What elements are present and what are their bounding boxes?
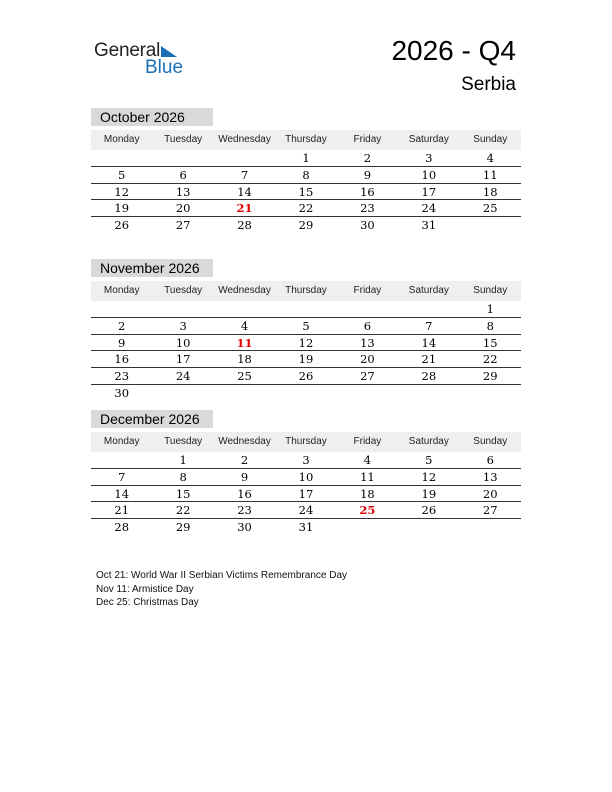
date-cell: 14 [237,184,252,199]
date-cell: 30 [237,520,252,535]
date-cell: 23 [360,201,375,216]
date-cell: 2 [363,151,372,165]
date-cell: 21 [114,503,130,518]
weekday-header-row [91,281,521,301]
date-cell: 7 [425,318,433,333]
date-cell: 14 [114,486,130,501]
month-title: October 2026 [91,108,213,126]
date-cell: 9 [240,469,249,484]
date-cell: 15 [175,486,191,501]
week-row [91,301,521,318]
date-cell: 22 [175,503,191,518]
date-cell: 12 [421,469,437,484]
date-cell: 22 [298,201,314,216]
date-cell: 24 [298,503,314,518]
date-cell: 31 [421,218,437,233]
logo-general-text: General [94,40,161,61]
date-cell: 8 [179,469,187,484]
date-cell: 8 [486,318,494,333]
date-cell [460,385,521,402]
date-cell: 9 [118,335,126,350]
weekday-label: Saturday [408,285,449,296]
holiday-note: Dec 25: Christmas Day [96,597,199,608]
weekday-label: Monday [103,436,140,447]
week-row [91,167,521,184]
date-cell: 27 [175,218,191,233]
weekday-label: Wednesday [218,436,271,447]
holiday-date-cell: 25 [359,503,376,518]
date-cell: 4 [363,453,372,467]
month-title: December 2026 [91,410,213,428]
weekday-label: Saturday [408,134,449,145]
date-cell: 16 [114,352,130,367]
date-cell: 28 [421,369,437,384]
quarter-title: 2026 - Q4 [391,35,516,66]
date-cell: 25 [237,369,252,384]
date-cell: 22 [482,352,498,367]
date-cell: 14 [421,335,437,350]
date-cell: 3 [302,453,310,467]
weekday-label: Saturday [408,436,449,447]
date-cell: 13 [482,469,498,484]
week-row [91,519,521,536]
date-cell: 21 [421,352,437,367]
date-cell: 20 [360,352,375,367]
date-cell: 11 [360,469,375,484]
weekday-label: Tuesday [164,436,203,447]
date-cell: 1 [179,453,187,467]
date-cell: 19 [421,486,437,501]
date-cell: 19 [114,201,130,216]
weekday-label: Friday [353,134,382,145]
holiday-note: Oct 21: World War II Serbian Victims Remembrance Day [96,570,348,581]
date-cell [275,385,336,402]
month-december [91,410,521,536]
date-cell: 29 [298,218,314,233]
date-cell: 3 [179,318,187,333]
weekday-label: Thursday [285,285,327,296]
date-cell: 6 [486,453,494,467]
date-cell [91,452,152,468]
date-cell: 4 [486,151,494,165]
date-cell: 12 [114,184,130,199]
date-cell: 10 [421,167,437,182]
date-cell [398,519,459,536]
date-cell: 19 [298,352,314,367]
weekday-label: Tuesday [164,134,203,145]
country-name: Serbia [461,74,516,95]
date-cell: 5 [425,453,433,467]
date-cell: 9 [363,167,372,182]
weekday-label: Thursday [285,134,327,145]
date-cell: 6 [363,318,372,333]
date-cell [152,150,213,166]
week-row [91,217,521,234]
weekday-label: Friday [353,285,382,296]
date-cell: 23 [114,369,130,384]
date-cell [152,301,213,317]
logo-blue-text: Blue [145,57,184,78]
date-cell: 20 [175,201,191,216]
week-row [91,351,521,368]
date-cell: 4 [240,318,249,333]
date-cell [91,301,152,317]
week-row [91,385,521,402]
week-row [91,469,521,486]
weekday-header-row [91,432,521,452]
date-cell: 12 [298,335,314,350]
date-cell: 27 [482,503,498,518]
date-cell: 7 [240,167,249,182]
week-row [91,150,521,167]
date-cell: 30 [114,385,130,400]
weekday-label: Thursday [285,436,327,447]
date-cell: 16 [237,486,252,501]
date-cell: 2 [118,318,126,333]
date-cell [275,301,336,317]
weekday-label: Monday [103,285,140,296]
weekday-label: Sunday [473,134,508,145]
date-cell: 5 [118,167,126,182]
week-row [91,318,521,335]
date-cell: 30 [360,218,375,233]
date-cell [214,301,275,317]
week-row [91,200,521,217]
date-cell: 10 [175,335,191,350]
date-cell [337,301,398,317]
date-cell [460,217,521,234]
date-cell [398,385,459,402]
date-cell [398,301,459,317]
date-cell [214,385,275,402]
date-cell: 26 [114,218,130,233]
date-cell [91,150,152,166]
date-cell: 18 [482,184,498,199]
date-cell: 2 [240,453,249,467]
date-cell: 31 [298,520,314,535]
weekday-label: Sunday [473,285,508,296]
date-cell: 6 [179,167,187,182]
date-cell: 3 [425,151,433,165]
date-cell: 5 [302,318,310,333]
date-cell: 26 [421,503,437,518]
date-cell: 7 [118,469,126,484]
month-october [91,108,521,234]
week-row [91,502,521,519]
week-row [91,184,521,201]
weekday-label: Sunday [473,436,508,447]
date-cell: 28 [237,218,252,233]
date-cell [460,519,521,536]
date-cell: 24 [421,201,437,216]
weekday-label: Tuesday [164,285,203,296]
date-cell: 20 [482,486,498,501]
holiday-date-cell: 21 [236,201,253,216]
date-cell: 11 [482,167,498,182]
date-cell [337,519,398,536]
week-row [91,368,521,385]
weekday-header-row [91,130,521,150]
holiday-notes [96,569,347,610]
month-november [91,259,521,402]
date-cell: 17 [421,184,437,199]
date-cell [337,385,398,402]
week-row [91,486,521,503]
weekday-label: Wednesday [218,285,271,296]
date-cell: 15 [482,335,498,350]
week-row [91,452,521,469]
date-cell: 10 [298,469,314,484]
date-cell: 24 [175,369,191,384]
date-cell: 28 [114,520,130,535]
date-cell: 8 [302,167,310,182]
date-cell: 1 [302,151,310,165]
date-cell [152,385,213,402]
date-cell: 17 [175,352,191,367]
weekday-label: Friday [353,436,382,447]
month-title: November 2026 [91,259,213,277]
date-cell: 27 [360,369,375,384]
date-cell: 29 [482,369,498,384]
weekday-label: Wednesday [218,134,271,145]
logo [94,40,204,80]
date-cell: 16 [360,184,375,199]
holiday-date-cell: 11 [236,335,253,350]
date-cell: 17 [298,486,314,501]
date-cell: 25 [482,201,498,216]
date-cell: 23 [237,503,252,518]
date-cell: 29 [175,520,191,535]
date-cell: 18 [237,352,252,367]
week-row [91,335,521,352]
date-cell: 13 [360,335,375,350]
weekday-label: Monday [103,134,140,145]
date-cell: 1 [486,302,494,316]
date-cell: 15 [298,184,314,199]
date-cell: 26 [298,369,314,384]
holiday-note: Nov 11: Armistice Day [96,583,194,595]
date-cell: 13 [175,184,191,199]
date-cell [214,150,275,166]
date-cell: 18 [360,486,375,501]
